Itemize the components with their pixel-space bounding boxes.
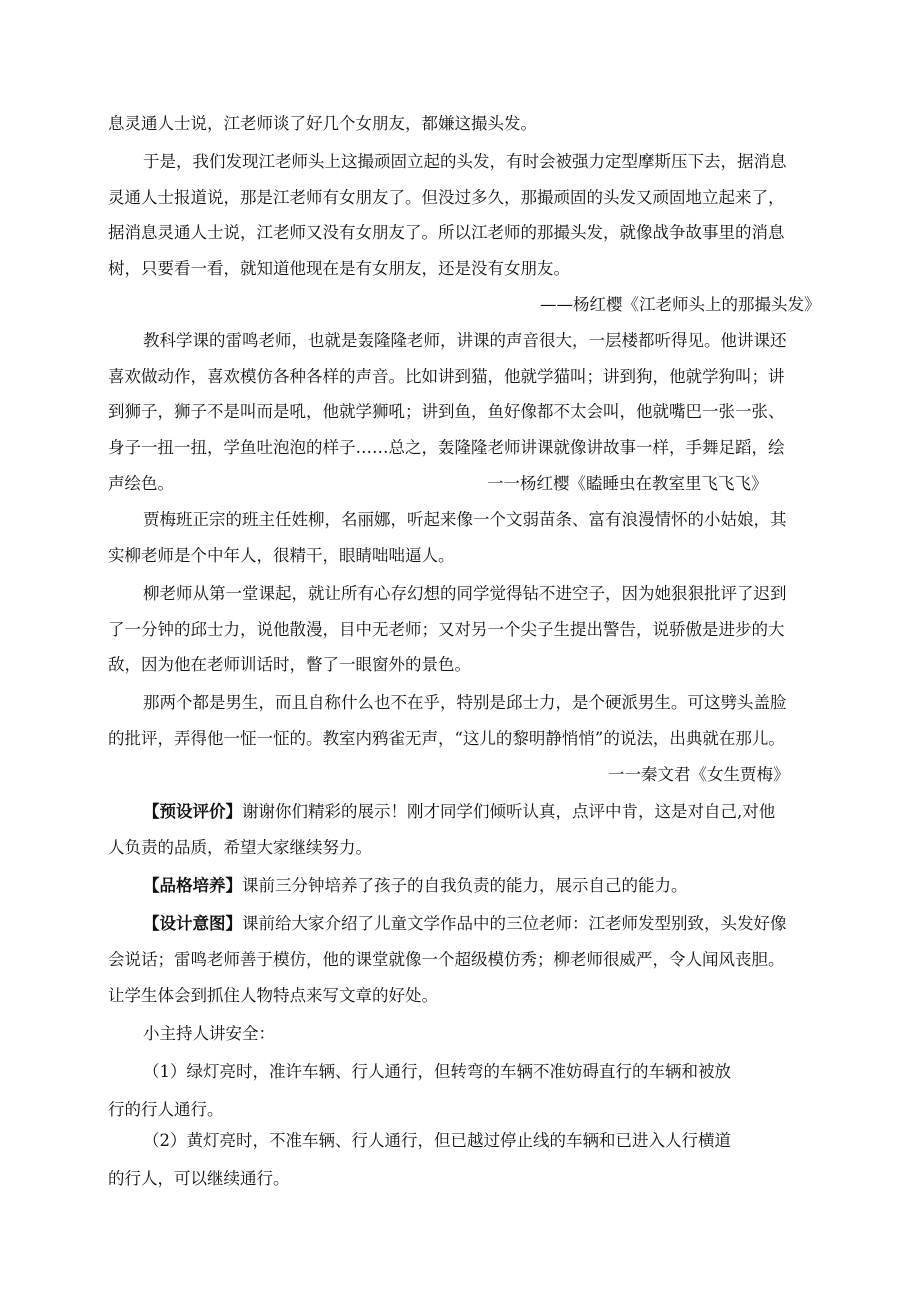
text-line: 教科学课的雷鸣老师，也就是轰隆隆老师，讲课的声音很大，一层楼都听得见。他讲课还	[143, 331, 787, 350]
design-line	[143, 913, 920, 935]
label-design: 【设计意图】	[143, 914, 242, 933]
text-line: 敌，因为他在老师训话时，瞥了一眼窗外的景色。	[108, 655, 471, 674]
text-line: 人负责的品质，希望大家继续努力。	[108, 838, 372, 857]
text-line: 行的行人通行。	[108, 1100, 224, 1119]
character-line	[143, 875, 920, 897]
text-line: 身子一扭一扭，学鱼吐泡泡的样子……总之，轰隆隆老师讲课就像讲故事一样，手舞足蹈，绘	[108, 438, 785, 457]
text-run: 谢谢你们精彩的展示！刚才同学们倾听认真，点评中肯，这是对自己,对他	[242, 802, 776, 821]
text-line: 实柳老师是个中年人，很精干，眼睛咄咄逼人。	[108, 546, 455, 565]
citation: ——杨红樱《江老师头上的那撮头发》	[540, 295, 821, 314]
text-line: （1）绿灯亮时，准许车辆、行人通行，但转弯的车辆不准妨碍直行的车辆和被放	[143, 1062, 731, 1081]
text-line: 柳老师从第一堂课起，就让所有心存幻想的同学觉得钻不进空子，因为她狠狠批评了迟到	[143, 584, 787, 603]
text-line: 息灵通人士说，江老师谈了好几个女朋友，都嫌这撮头发。	[108, 114, 537, 133]
text-line: 让学生体会到抓住人物特点来写文章的好处。	[108, 986, 438, 1005]
text-line: 于是，我们发现江老师头上这撮顽固立起的头发，有时会被强力定型摩斯压下去，据消息	[143, 152, 787, 171]
text-run: 课前三分钟培养了孩子的自我负责的能力，展示自己的能力。	[242, 876, 688, 895]
text-line: 灵通人士报道说，那是江老师有女朋友了。但没过多久，那撮顽固的头发又顽固地立起来了，	[108, 188, 785, 207]
label-preset-eval: 【预设评价】	[143, 802, 242, 821]
text-line: （2）黄灯亮时，不准车辆、行人通行，但已越过停止线的车辆和已进入人行横道	[143, 1131, 731, 1150]
text-line: 那两个都是男生，而且自称什么也不在乎，特别是邱士力，是个硬派男生。可这劈头盖脸	[143, 693, 787, 712]
text-line: 的行人，可以继续通行。	[108, 1169, 290, 1188]
citation: 一一杨红樱《瞌睡虫在教室里飞飞飞》	[487, 474, 768, 493]
text-line: 了一分钟的邱士力，说他散漫，目中无老师；又对另一个尖子生提出警告，说骄傲是进步的大	[108, 620, 785, 639]
preset-eval-line	[143, 801, 920, 823]
text-line: 喜欢做动作，喜欢模仿各种各样的声音。比如讲到猫，他就学猫叫；讲到狗，他就学狗叫；讲	[108, 367, 785, 386]
text-line: 据消息灵通人士说，江老师又没有女朋友了。所以江老师的那撮头发，就像战争故事里的消息	[108, 223, 785, 242]
text-line: 小主持人讲安全：	[143, 1024, 275, 1043]
text-line: 声绘色。	[108, 474, 174, 493]
text-line: 会说话；雷鸣老师善于模仿，他的课堂就像一个超级模仿秀；柳老师很威严，令人闻风丧胆。	[108, 950, 785, 969]
text-line: 贾梅班正宗的班主任姓柳，名丽娜，听起来像一个文弱苗条、富有浪漫情怀的小姑娘，其	[143, 510, 787, 529]
text-run: 课前给大家介绍了儿童文学作品中的三位老师：江老师发型别致，头发好像	[242, 914, 787, 933]
label-character: 【品格培养】	[143, 876, 242, 895]
text-line: 到狮子，狮子不是叫而是吼，他就学狮吼；讲到鱼，鱼好像都不太会叫，他就嘴巴一张一张、	[108, 402, 785, 421]
text-line: 的批评，弄得他一怔一怔的。教室内鸦雀无声，“这儿的黎明静悄悄”的说法，出典就在那儿。	[108, 729, 785, 748]
citation: 一一秦文君《女生贾梅》	[608, 765, 790, 784]
text-line: 树，只要看一看，就知道他现在是有女朋友，还是没有女朋友。	[108, 259, 570, 278]
